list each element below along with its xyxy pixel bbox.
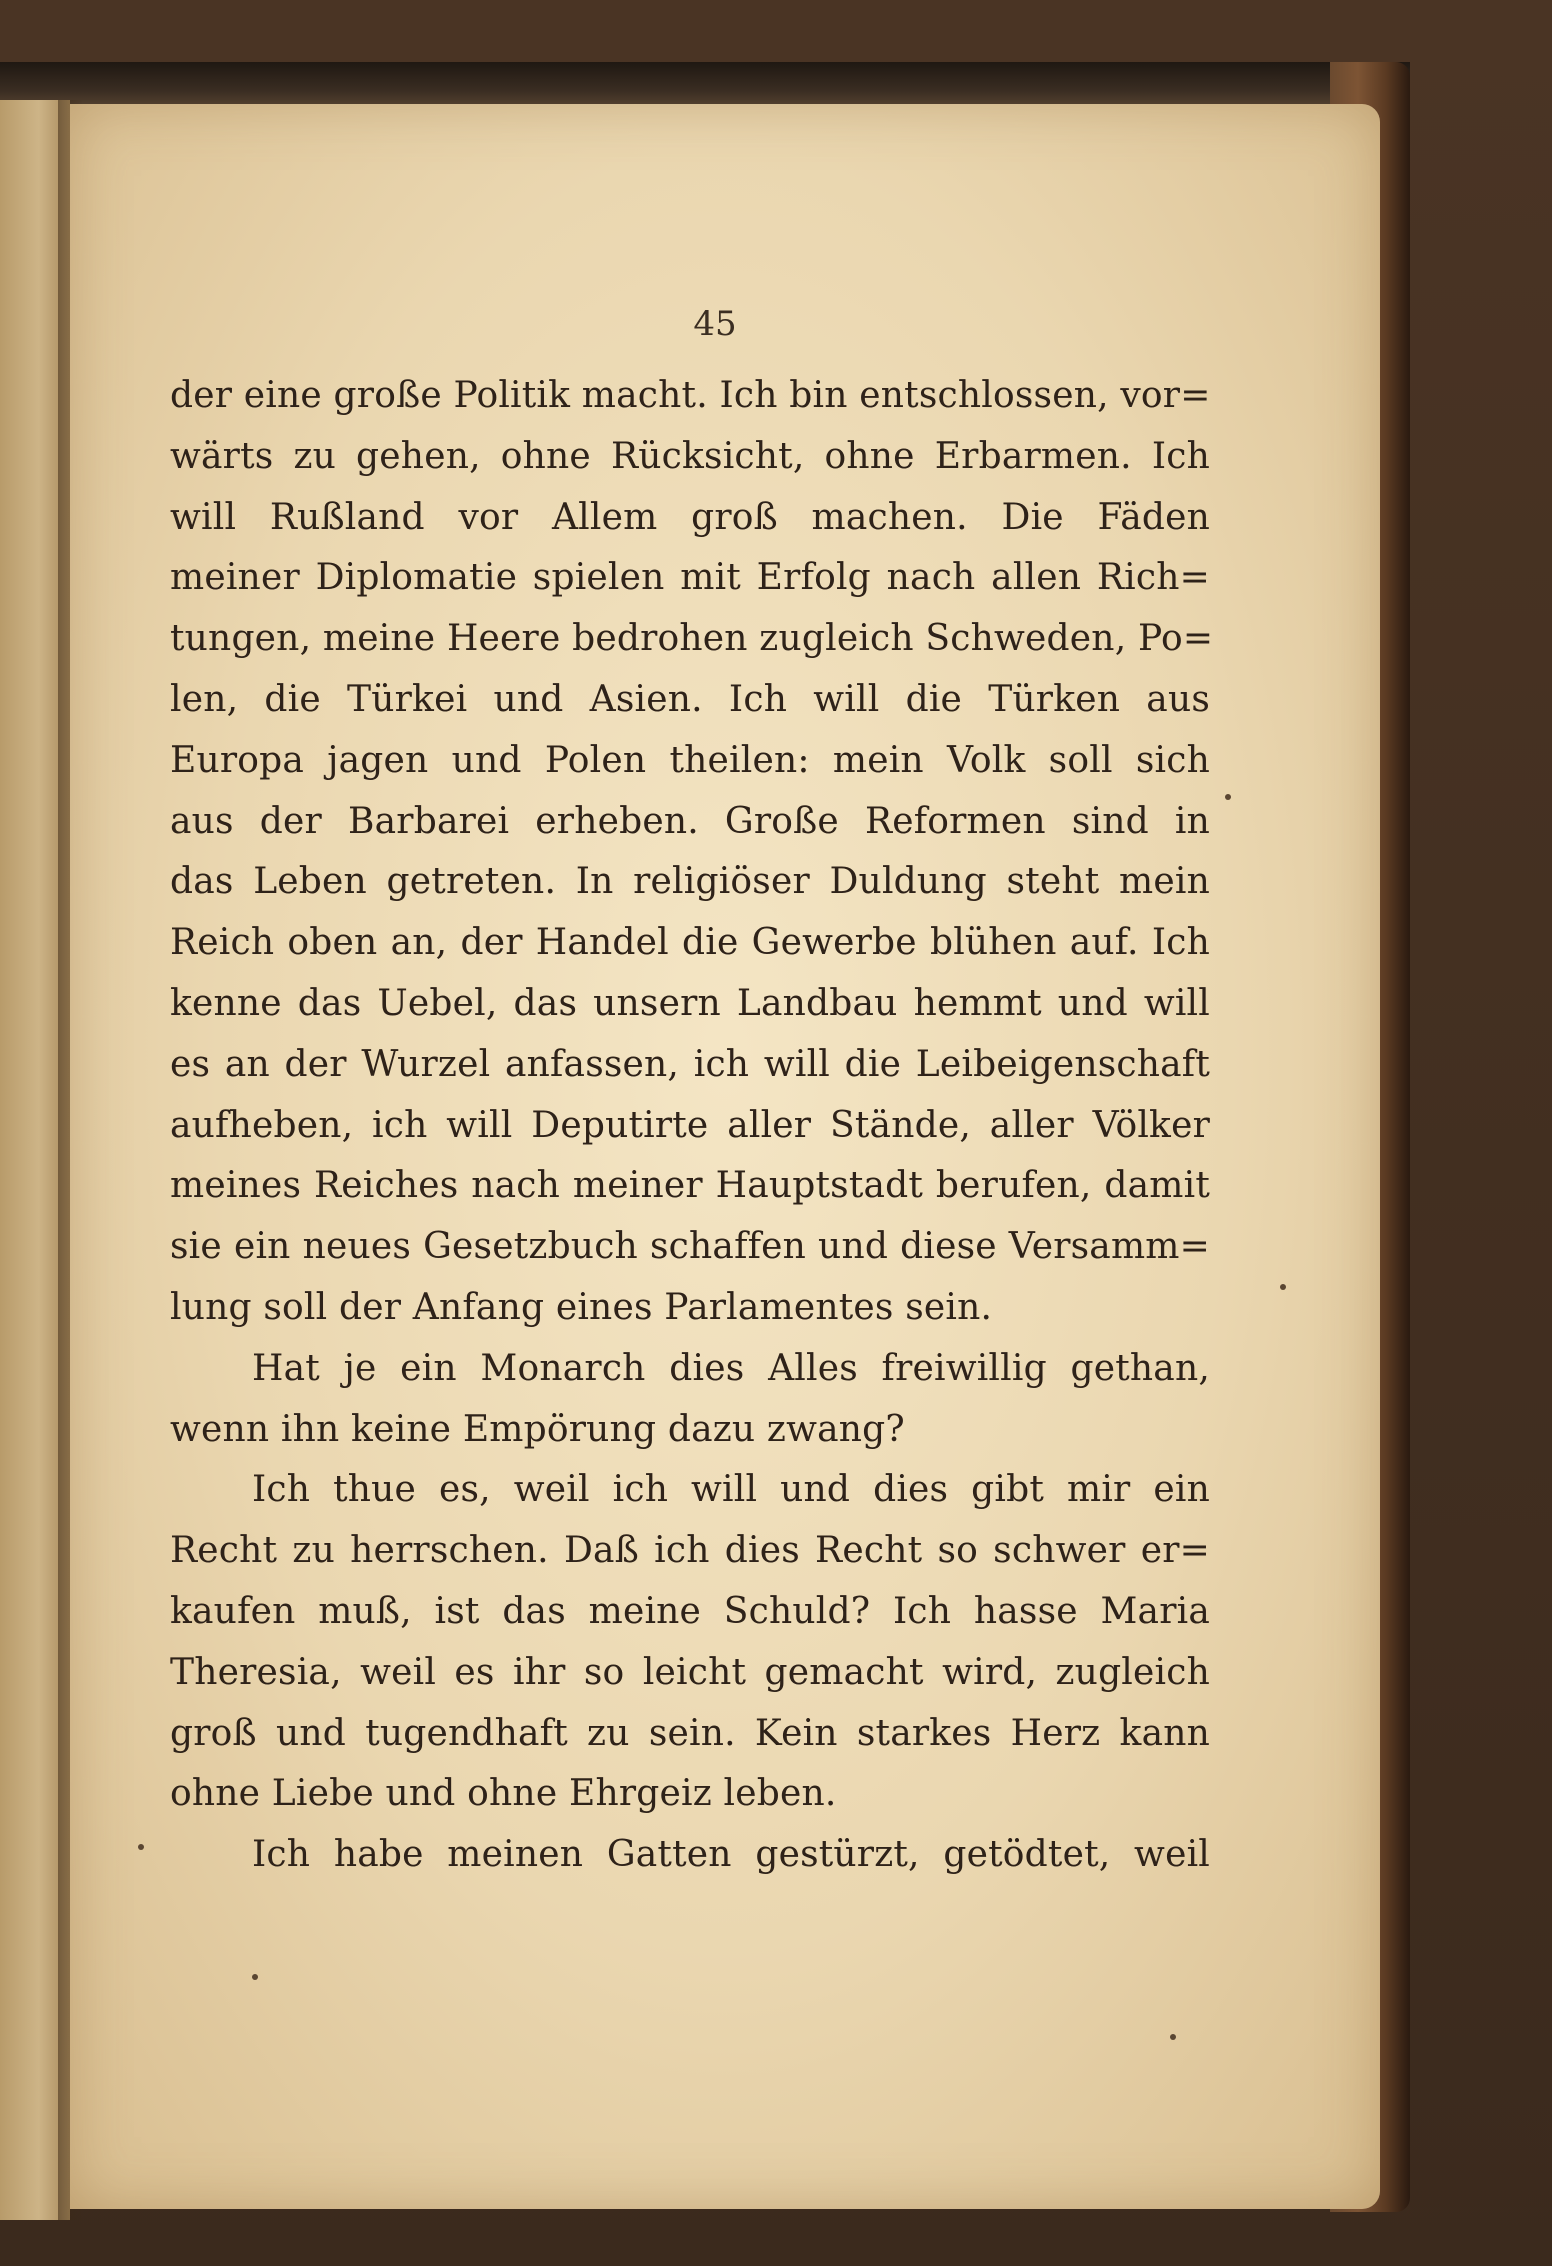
text-line: Ich habe meinen Gatten gestürzt, getödtet, weil: [252, 1834, 1210, 1876]
text-line: das Leben getreten. In religiöser Duldung steht mein: [170, 861, 1210, 903]
text-line: groß und tugendhaft zu sein. Kein starkes Herz kann: [170, 1712, 1210, 1754]
paper-speck: [1280, 1284, 1286, 1290]
text-line: sie ein neues Gesetzbuch schaffen und diese Versamm=: [170, 1226, 1210, 1268]
text-line: Recht zu herrschen. Daß ich dies Recht so schwer er=: [170, 1530, 1210, 1572]
text-line: ohne Liebe und ohne Ehrgeiz leben.: [170, 1773, 837, 1815]
text-line: len, die Türkei und Asien. Ich will die Türken aus: [170, 678, 1210, 720]
text-line: meines Reiches nach meiner Hauptstadt berufen, damit: [170, 1165, 1210, 1207]
text-line: kenne das Uebel, das unsern Landbau hemmt und will: [170, 982, 1210, 1024]
paper-speck: [1225, 794, 1231, 800]
paper-speck: [1170, 2034, 1176, 2040]
text-line: Theresia, weil es ihr so leicht gemacht wird, zugleich: [170, 1651, 1210, 1693]
text-line: wenn ihn keine Empörung dazu zwang?: [170, 1408, 905, 1450]
text-line: der eine große Politik macht. Ich bin entschlossen, vor=: [170, 375, 1211, 416]
text-line: aus der Barbarei erheben. Große Reformen sind in: [170, 800, 1210, 842]
text-line: es an der Wurzel anfassen, ich will die Leibeigenschaft: [170, 1043, 1210, 1085]
text-line: Europa jagen und Polen theilen: mein Volk soll sich: [170, 739, 1210, 781]
paper-speck: [252, 1974, 258, 1980]
book-cover-top-edge: [0, 62, 1410, 110]
text-line: Reich oben an, der Handel die Gewerbe blühen auf. Ich: [170, 922, 1210, 964]
text-line: will Rußland vor Allem groß machen. Die Fäden: [170, 496, 1210, 538]
text-line: tungen, meine Heere bedrohen zugleich Schweden, Po=: [170, 618, 1214, 660]
text-line: meiner Diplomatie spielen mit Erfolg nach allen Rich=: [170, 557, 1210, 599]
paper-speck: [138, 1844, 144, 1850]
text-line: kaufen muß, ist das meine Schuld? Ich hasse Maria: [170, 1590, 1210, 1632]
page-body-text: [170, 366, 1214, 1886]
text-line: Hat je ein Monarch dies Alles freiwillig gethan,: [252, 1347, 1210, 1389]
text-line: lung soll der Anfang eines Parlamentes sein.: [170, 1286, 993, 1328]
text-line: aufheben, ich will Deputirte aller Stände, aller Völker: [170, 1104, 1210, 1146]
book-page: [70, 104, 1380, 2209]
page-number: 45: [693, 304, 737, 344]
text-line: wärts zu gehen, ohne Rücksicht, ohne Erbarmen. Ich: [170, 435, 1210, 477]
text-line: Ich thue es, weil ich will und dies gibt mir ein: [252, 1469, 1210, 1511]
